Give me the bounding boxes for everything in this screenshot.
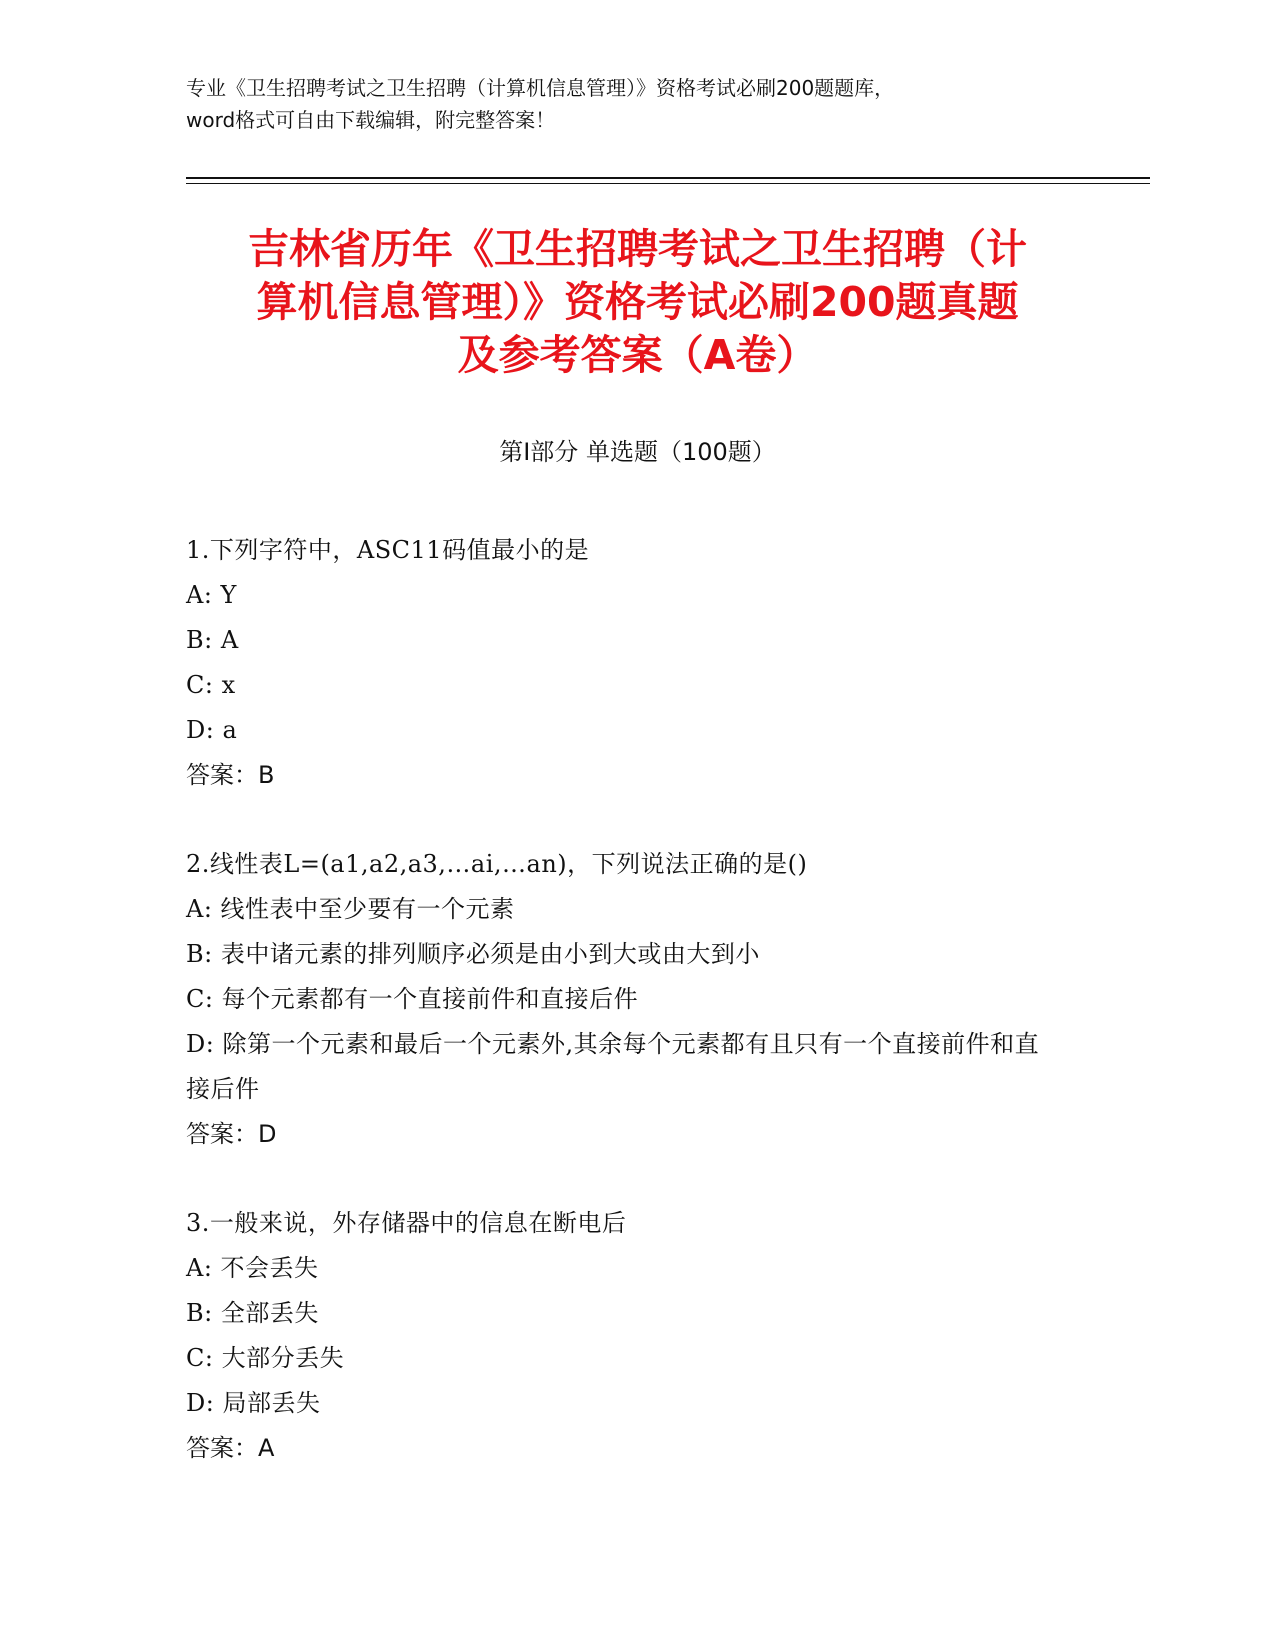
section-title: 第I部分 单选题（100题） [499, 438, 776, 466]
document-title-line-3: 及参考答案（A卷） [457, 331, 818, 379]
question-stem: 2.线性表L=(a1,a2,a3,…ai,…an)，下列说法正确的是() [186, 850, 808, 878]
option-d: D: 除第一个元素和最后一个元素外,其余每个元素都有且只有一个直接前件和直接后件 [186, 1030, 1040, 1103]
option-a: A: 不会丢失 [186, 1254, 319, 1282]
option-b: B: A [186, 626, 239, 654]
question-stem: 3.一般来说，外存储器中的信息在断电后 [186, 1209, 627, 1237]
document-title-line-1: 吉林省历年《卫生招聘考试之卫生招聘（计 [248, 225, 1027, 273]
question-list [186, 528, 1086, 1515]
header-note [186, 72, 1086, 136]
option-c: C: x [186, 671, 236, 699]
question-stem: 1.下列字符中，ASC11码值最小的是 [186, 536, 590, 564]
header-note-line-1: 专业《卫生招聘考试之卫生招聘（计算机信息管理）》资格考试必刷200题题库， [186, 76, 895, 100]
document-title-line-2: 算机信息管理）》资格考试必刷200题真题 [256, 278, 1019, 326]
question-1 [186, 528, 1086, 798]
answer: 答案：B [186, 761, 275, 789]
option-d: D: 局部丢失 [186, 1389, 321, 1417]
option-a: A: 线性表中至少要有一个元素 [186, 895, 515, 923]
option-a: A: Y [186, 581, 237, 609]
option-b: B: 全部丢失 [186, 1299, 319, 1327]
header-divider-thick [186, 177, 1150, 179]
header-divider-thin [186, 183, 1150, 184]
question-2 [186, 842, 1086, 1157]
document-title [150, 223, 1125, 382]
question-3 [186, 1201, 1086, 1471]
option-c: C: 大部分丢失 [186, 1344, 345, 1372]
answer: 答案：A [186, 1434, 275, 1462]
header-note-line-2: word格式可自由下载编辑，附完整答案！ [186, 108, 556, 132]
answer: 答案：D [186, 1120, 277, 1148]
option-b: B: 表中诸元素的排列顺序必须是由小到大或由大到小 [186, 940, 760, 968]
option-c: C: 每个元素都有一个直接前件和直接后件 [186, 985, 639, 1013]
option-d: D: a [186, 716, 238, 744]
